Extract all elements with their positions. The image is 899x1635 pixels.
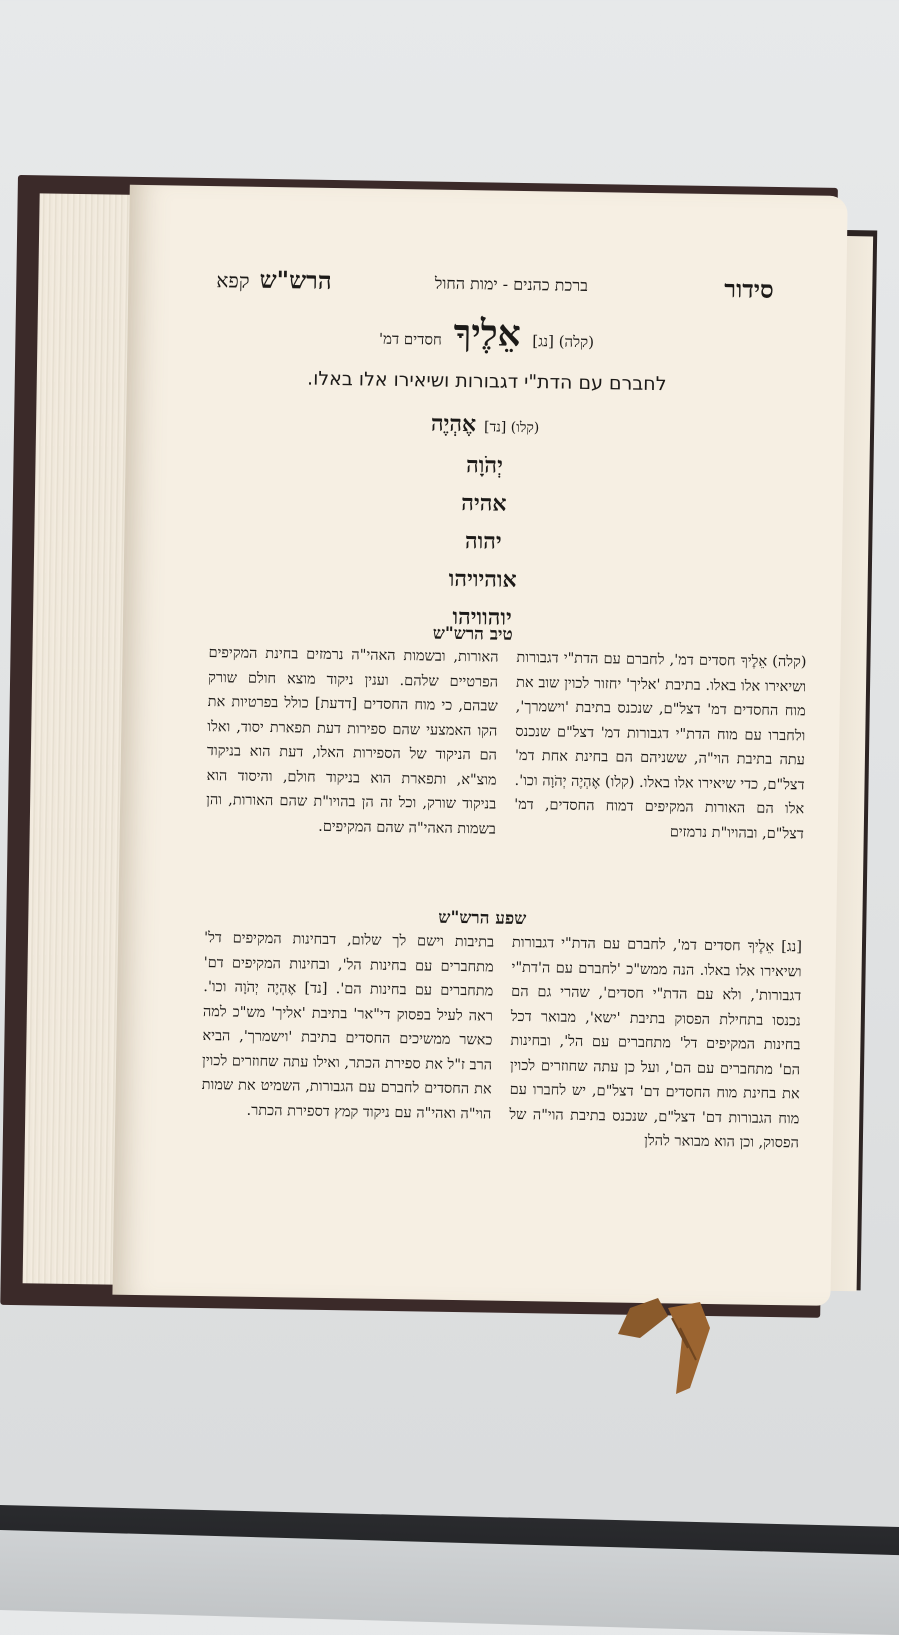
lead-line xyxy=(127,307,846,360)
header-left xyxy=(216,264,332,296)
section-title-shefa: שפע הרש"ש xyxy=(438,907,527,930)
divine-names xyxy=(123,400,845,642)
page-number: קפא xyxy=(216,268,250,293)
names-prefix: (קלו) [נד] xyxy=(483,419,540,437)
shefa-left-column: בתיבות וישם לך שלום, דבחינות המקיפים דל' מתחברים עם בחינות הל', ובחינות המקיפים דם' מתחברים עם בחינות הם'. [נד] אֶהְיֶה יְהֹוָה וכו'. ראה לעיל בפסוק די"אר' בתיבת 'אליך' מש"כ למה כאשר ממשיכים החסדים בתיבת 'וישמרך', הביא הרב ז"ל את ספירת הכתר, ואילו עתה שחוזרים לכוין את החסדים לחברם עם הגבורות, השמיט את שמות הוי"ה ואהי"ה עם ניקוד קמץ דספירת הכתר. xyxy=(201,930,495,1123)
lead-suffix: חסדים דמ' xyxy=(378,329,442,349)
bookmark-ribbon xyxy=(610,1298,720,1398)
name-line: יהוה xyxy=(464,528,502,555)
commentary-left-column: האורות, ובשמות האהי"ה נרמזים בחינת המקיפים הפרטיים שלהם. וענין ניקוד מוצא חולם שורק שבהם, כי מוח החסדים [דדעת] כולל בפרטיות את הקו האמצעי שהם ספירות דעת תפארת יסוד, ואלו הם הניקוד של הספירות האלו, דעת הוא בניקוד מוצ"א, ותפארת הוא בניקוד חולם, והיסוד הוא בניקוד שורק, וכל זה הן בהויו"ת שהם האורות, והן בשמות האהי"ה שהם המקיפים. xyxy=(206,645,499,838)
name-text: אֶהְיֶה xyxy=(430,410,477,438)
header-center: ברכת כהנים - ימות החול xyxy=(434,273,589,295)
lead-word: אֵלֶיךָ xyxy=(453,311,522,355)
book-page xyxy=(112,185,847,1306)
header-right-title: סידור xyxy=(724,274,774,304)
name-line: יְהֹוָה xyxy=(465,452,504,479)
commentary-right-column: (קלה) אֵלֶיךָ חסדים דמ', לחברם עם הדת"י דגבורות ושיאירו אלו באלו. בתיבת 'אליך' יחזור לכוין שוב את מוח החסדים דמ' דצל"ם, שנכנס בתיבת 'וישמרך', ולחברו עם מוח הדת"י דגבורות דמ' דצל"ם שנכנס עתה בתיבת הוי"ה, ששניהם הם בחינת אחת דמ' דצל"ם, כדי שיאירו אלו באלו. (קלו) אֶהְיֶה יְהֹוָה וכו'. אלו הם האורות המקיפים דמוח החסדים, דמ' דצל"ם, ובהויו"ת נרמזים xyxy=(514,649,807,842)
header-left-title: הרש"ש xyxy=(259,264,332,295)
section-title-tiv: טיב הרש"ש xyxy=(432,623,513,645)
name-line: אוהיויהו xyxy=(448,565,517,593)
book xyxy=(0,175,878,1318)
name-line: יוהוויהו xyxy=(452,603,512,631)
name-line: אהיה xyxy=(461,490,507,517)
running-header xyxy=(128,263,847,314)
instruction-line: לחברם עם הדת"י דגבורות ושיאירו אלו באלו. xyxy=(306,367,667,396)
shefa-right-column: [נג] אֵלֶיךָ חסדים דמ', לחברם עם הדת"י דגבורות ושיאירו אלו באלו. הנה ממש"כ 'לחברם עם ה'דת"י דגבורות', ולא עם הדת"י חסדים', שהרי גם הם נכנסו בתחילת הפסוק בתיבת 'ישא', מבואר דכל בחינות המקיפים דל' מתחברים עם הל', ובחינות הם' מתחברים עם הם', ועל כן עתה שחוזרים לכוין את בחינת מוח החסדים דם' דצל"ם, יש לחברו עם מוח הגבורות דם' דצל"ם, שנכנס בתיבת הוי"ה של הפסוק, וכן הוא מבואר להלן xyxy=(509,934,803,1152)
lead-prefix: (קלה) [נג] xyxy=(532,332,595,352)
